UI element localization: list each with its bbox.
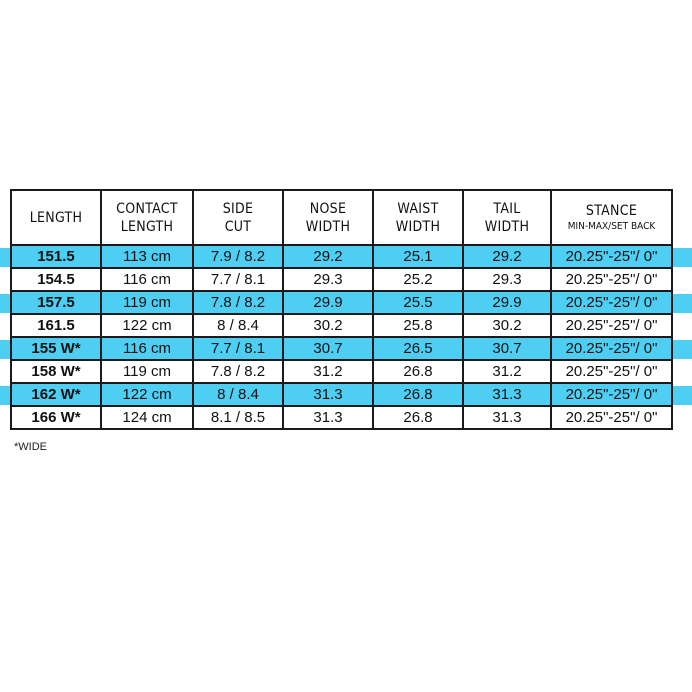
cell-length: 157.5	[11, 291, 101, 314]
cell-nose: 29.9	[283, 291, 373, 314]
cell-length: 155 W*	[11, 337, 101, 360]
table-row	[11, 383, 672, 406]
cell-tail: 29.9	[463, 291, 551, 314]
cell-contact: 116 cm	[101, 337, 193, 360]
cell-length: 158 W*	[11, 360, 101, 383]
header-row	[11, 190, 672, 245]
cell-tail: 31.3	[463, 406, 551, 429]
cell-sidecut: 7.8 / 8.2	[193, 291, 283, 314]
cell-tail: 30.2	[463, 314, 551, 337]
cell-sidecut: 8 / 8.4	[193, 314, 283, 337]
header-contact-length: CONTACT LENGTH	[101, 190, 193, 245]
table-row	[11, 291, 672, 314]
cell-tail: 31.3	[463, 383, 551, 406]
cell-nose: 31.2	[283, 360, 373, 383]
table-row	[11, 245, 672, 268]
cell-stance: 20.25"-25"/ 0"	[551, 314, 672, 337]
cell-sidecut: 7.9 / 8.2	[193, 245, 283, 268]
table-row	[11, 314, 672, 337]
cell-tail: 29.2	[463, 245, 551, 268]
cell-length: 154.5	[11, 268, 101, 291]
cell-waist: 25.2	[373, 268, 463, 291]
header-waist-width: WAIST WIDTH	[373, 190, 463, 245]
cell-nose: 30.2	[283, 314, 373, 337]
table-row	[11, 360, 672, 383]
cell-contact: 113 cm	[101, 245, 193, 268]
cell-stance: 20.25"-25"/ 0"	[551, 406, 672, 429]
cell-waist: 25.5	[373, 291, 463, 314]
cell-waist: 25.1	[373, 245, 463, 268]
header-stance: STANCE MIN-MAX/SET BACK	[551, 190, 672, 245]
cell-stance: 20.25"-25"/ 0"	[551, 268, 672, 291]
footnote: *WIDE	[14, 441, 47, 453]
cell-sidecut: 8.1 / 8.5	[193, 406, 283, 429]
table-row	[11, 406, 672, 429]
header-tail-width: TAIL WIDTH	[463, 190, 551, 245]
cell-contact: 122 cm	[101, 314, 193, 337]
cell-tail: 29.3	[463, 268, 551, 291]
cell-tail: 30.7	[463, 337, 551, 360]
cell-sidecut: 7.7 / 8.1	[193, 268, 283, 291]
cell-nose: 29.2	[283, 245, 373, 268]
cell-length: 151.5	[11, 245, 101, 268]
cell-nose: 30.7	[283, 337, 373, 360]
table-row	[11, 337, 672, 360]
header-side-cut: SIDE CUT	[193, 190, 283, 245]
cell-sidecut: 7.7 / 8.1	[193, 337, 283, 360]
cell-contact: 116 cm	[101, 268, 193, 291]
cell-length: 162 W*	[11, 383, 101, 406]
cell-stance: 20.25"-25"/ 0"	[551, 383, 672, 406]
cell-waist: 25.8	[373, 314, 463, 337]
cell-waist: 26.8	[373, 406, 463, 429]
cell-contact: 119 cm	[101, 360, 193, 383]
cell-sidecut: 7.8 / 8.2	[193, 360, 283, 383]
cell-length: 161.5	[11, 314, 101, 337]
table-row	[11, 268, 672, 291]
header-length: LENGTH	[11, 190, 101, 245]
cell-stance: 20.25"-25"/ 0"	[551, 337, 672, 360]
cell-waist: 26.8	[373, 360, 463, 383]
spec-table	[10, 189, 673, 430]
header-nose-width: NOSE WIDTH	[283, 190, 373, 245]
cell-nose: 31.3	[283, 383, 373, 406]
cell-stance: 20.25"-25"/ 0"	[551, 245, 672, 268]
cell-contact: 122 cm	[101, 383, 193, 406]
cell-sidecut: 8 / 8.4	[193, 383, 283, 406]
cell-nose: 29.3	[283, 268, 373, 291]
cell-waist: 26.5	[373, 337, 463, 360]
cell-contact: 124 cm	[101, 406, 193, 429]
cell-stance: 20.25"-25"/ 0"	[551, 360, 672, 383]
cell-tail: 31.2	[463, 360, 551, 383]
cell-contact: 119 cm	[101, 291, 193, 314]
cell-nose: 31.3	[283, 406, 373, 429]
cell-length: 166 W*	[11, 406, 101, 429]
cell-waist: 26.8	[373, 383, 463, 406]
cell-stance: 20.25"-25"/ 0"	[551, 291, 672, 314]
